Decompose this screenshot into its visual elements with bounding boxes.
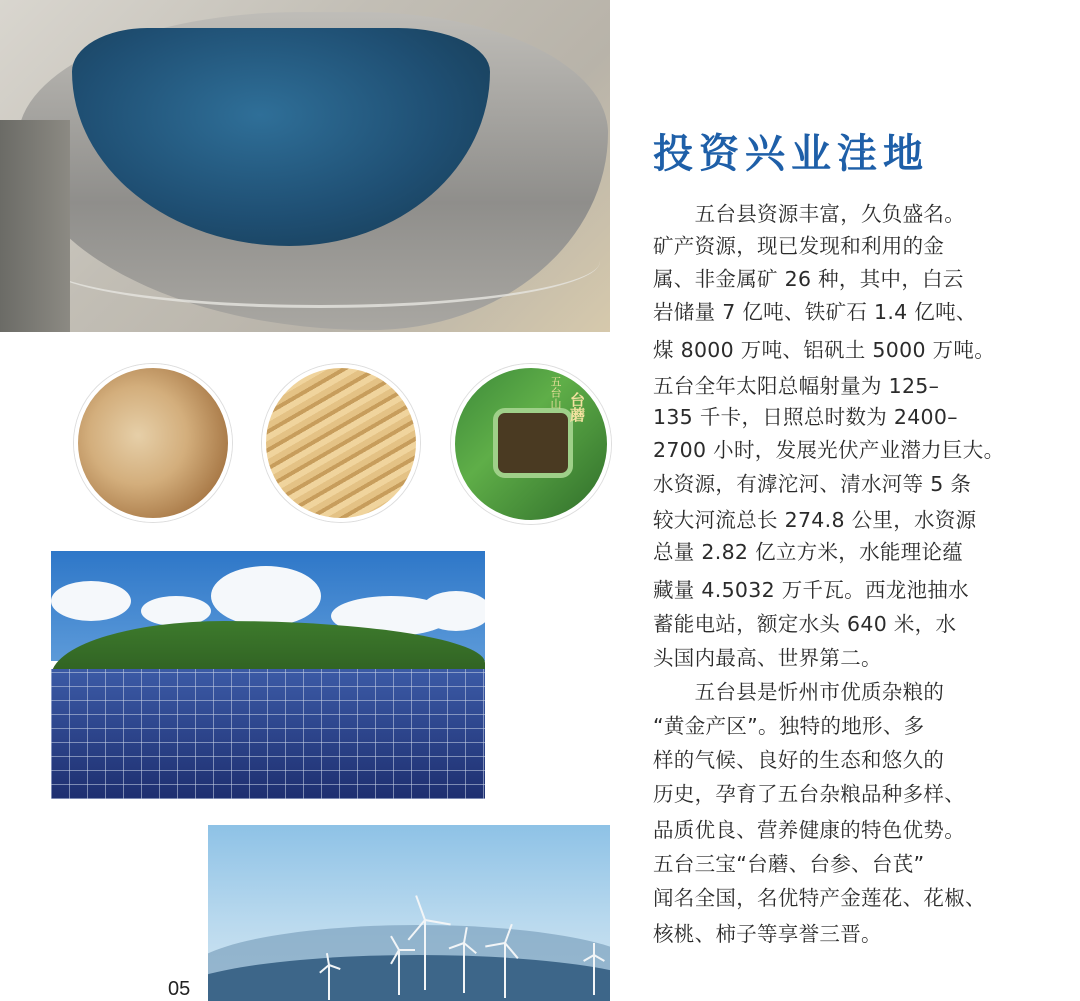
body-line: 品质优良、营养健康的特色优势。 bbox=[653, 818, 965, 842]
package-sublabel: 五台山 bbox=[549, 376, 562, 409]
wind-turbine bbox=[398, 950, 400, 995]
reservoir-railing bbox=[40, 215, 600, 308]
body-line: 闻名全国，名优特产金莲花、花椒、 bbox=[653, 886, 986, 910]
body-line: “黄金产区”。独特的地形、多 bbox=[653, 714, 925, 738]
wind-turbine bbox=[463, 943, 465, 993]
body-line: 五台县资源丰富，久负盛名。 bbox=[653, 202, 965, 226]
solar-farm-photo bbox=[51, 551, 485, 799]
body-line: 样的气候、良好的生态和悠久的 bbox=[653, 748, 945, 772]
body-line: 头国内最高、世界第二。 bbox=[653, 646, 882, 670]
body-line: 属、非金属矿 26 种，其中，白云 bbox=[653, 267, 964, 291]
cloud bbox=[421, 591, 485, 631]
body-line: 较大河流总长 274.8 公里，水资源 bbox=[653, 508, 977, 532]
solar-panels bbox=[51, 669, 485, 799]
package-window bbox=[493, 408, 573, 478]
body-line: 135 千卡，日照总时数为 2400– bbox=[653, 405, 958, 429]
body-line: 矿产资源，现已发现和利用的金 bbox=[653, 234, 945, 258]
body-line: 五台县是忻州市优质杂粮的 bbox=[653, 680, 945, 704]
body-line: 2700 小时，发展光伏产业潜力巨大。 bbox=[653, 438, 1005, 462]
body-line: 藏量 4.5032 万千瓦。西龙池抽水 bbox=[653, 578, 969, 602]
mushroom-package-photo bbox=[451, 364, 611, 524]
wind-turbine bbox=[328, 965, 330, 1000]
body-line: 总量 2.82 亿立方米，水能理论蕴 bbox=[653, 540, 964, 564]
wind-turbine bbox=[593, 955, 595, 995]
body-line: 煤 8000 万吨、铝矾土 5000 万吨。 bbox=[653, 338, 996, 362]
body-line: 五台全年太阳总幅射量为 125– bbox=[653, 374, 940, 398]
package-label: 台蘑 bbox=[568, 392, 586, 422]
herb-slices-photo bbox=[74, 364, 232, 522]
wind-turbine bbox=[424, 920, 426, 990]
cloud bbox=[51, 581, 131, 621]
wind-turbine bbox=[504, 943, 506, 998]
cloud bbox=[211, 566, 321, 626]
reservoir-photo bbox=[0, 0, 610, 332]
body-line: 水资源，有滹沱河、清水河等 5 条 bbox=[653, 472, 972, 496]
body-line: 核桃、柿子等享誉三晋。 bbox=[653, 922, 882, 946]
body-line: 五台三宝“台蘑、台参、台芪” bbox=[653, 852, 925, 876]
dried-roots-photo bbox=[262, 364, 420, 522]
body-line: 历史，孕育了五台杂粮品种多样、 bbox=[653, 782, 965, 806]
body-line: 岩储量 7 亿吨、铁矿石 1.4 亿吨、 bbox=[653, 300, 977, 324]
section-heading: 投资兴业洼地 bbox=[653, 131, 929, 177]
page-number: 05 bbox=[168, 978, 191, 1000]
body-line: 蓄能电站，额定水头 640 米，水 bbox=[653, 612, 957, 636]
wind-farm-photo bbox=[208, 825, 610, 1001]
rock-slope bbox=[0, 120, 70, 332]
